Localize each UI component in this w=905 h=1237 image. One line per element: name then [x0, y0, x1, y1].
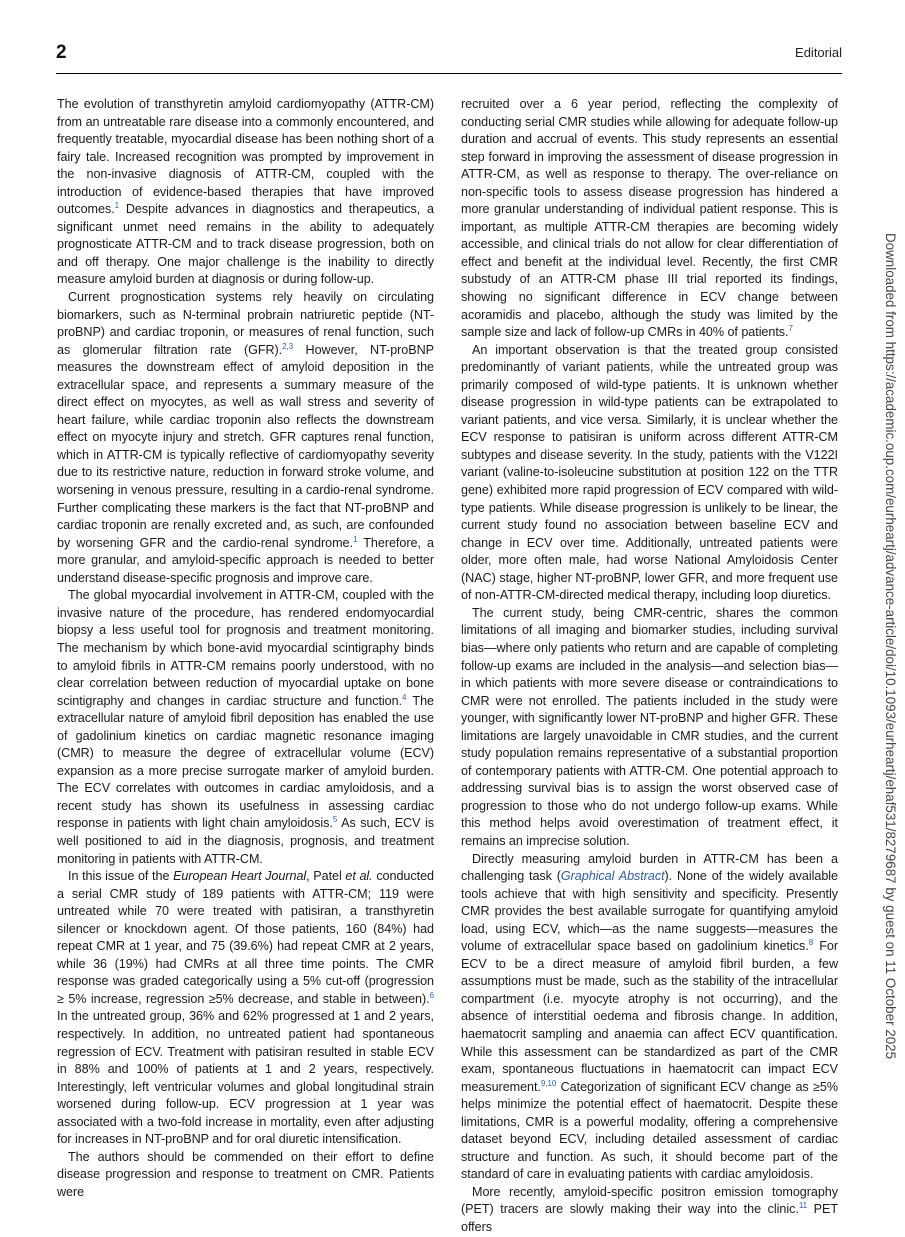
- citation[interactable]: 2,3: [282, 341, 294, 351]
- text: ). None of the widely available tools achieve that with high sensitivity and specificity. Presently CMR provides the best available surrogate for quantifying amyloid load, using ECV, which—as the name suggests—measures the volume of extracellular space based on gadolinium kinetics.: [461, 869, 838, 954]
- paragraph-limitations: [461, 605, 838, 851]
- text: In the untreated group, 36% and 62% progressed at 1 and 2 years, respectively. In addition, no untreated patient had spontaneous regression of ECV. Treatment with patisiran resulted in stable ECV in 88% and 100% of patients at 1 and 2 years, respectively. Interestingly, left ventricular volumes and global longitudinal strain worsened during follow-up. ECV progression at 1 year was associated with a two-fold increase in mortality, even after adjusting for increases in NT-proBNP and for oral diuretic intensification.: [57, 1009, 434, 1147]
- text: PET offers: [461, 1202, 838, 1234]
- citation[interactable]: 11: [798, 1201, 808, 1211]
- text: The evolution of transthyretin amyloid cardiomyopathy (ATTR-CM) from an untreatable rare disease into a commonly encountered, and frequently treatable, myocardial disease has been nothing short of a fairy tale. Increased recognition was prompted by improvement in the non-invasive diagnosis of ATTR-CM, coupled with the introduction of evidence-based therapies that have improved outcomes.: [57, 97, 434, 217]
- citation[interactable]: 8: [808, 938, 814, 948]
- text: More recently, amyloid-specific positron emission tomography (PET) tracers are slowly making their way into the clinic.: [461, 1184, 838, 1217]
- paragraph-prognostication: [57, 289, 434, 587]
- paragraph-amyloid-burden: [461, 851, 838, 1184]
- text: , Patel: [306, 869, 346, 884]
- right-column: [461, 96, 838, 1237]
- text: As such, ECV is well positioned to aid in the diagnosis, prognosis, and treatment monitoring in patients with ATTR-CM.: [57, 816, 434, 866]
- text: recruited over a 6 year period, reflecting the complexity of conducting serial CMR studies while allowing for adequate follow-up duration and accrual of events. This study represents an essential step forward in improving the assessment of disease progression in ATTR-CM, as well as response to therapy. The over-reliance on non-specific tools to assess disease progression has hindered a more granular understanding of individual patient response. This is important, as multiple ATTR-CM therapies are becoming widely accessible, and clinical trials do not allow for clear differentiation of effect and benefit at the individual level. Recently, the first CMR substudy of an ATTR-CM phase III trial reported its findings, showing no significant difference in ECV change between acoramidis and placebo, although the study was limited by the sample size and lack of follow-up CMRs in 40% of patients.: [461, 97, 838, 340]
- text: The current study, being CMR-centric, shares the common limitations of all imaging and biomarker studies, including survival bias—where only patients who return and are capable of completing follow-up exams are included in the analysis—and selection bias—in which patients with more severe disease or contraindications to CMR were not enrolled. The patients included in the study were younger, with significantly lower NT-proBNP and higher GFR. These limitations are largely unavoidable in CMR studies, and the current study population remains representative of a substantial proportion of contemporary patients with ATTR-CM. One potential approach to addressing survival bias is to assign the worst observed case of progression to those who do not undergo follow-up exams. While this method helps avoid overestimation of treatment effect, it remains an imprecise solution.: [461, 605, 838, 848]
- citation[interactable]: 4: [402, 692, 407, 702]
- paragraph-observation: [461, 342, 838, 605]
- graphical-abstract-link[interactable]: Graphical Abstract: [560, 869, 665, 884]
- citation[interactable]: 6: [429, 990, 434, 1000]
- text: The authors should be commended on their effort to define disease progression and response to treatment on CMR. Patients were: [57, 1149, 434, 1199]
- text: For ECV to be a direct measure of amyloid fibril burden, a few assumptions must be made, such as the stability of the intracellular compartment (i.e. myocyte atrophy is not occurring), and the absence of interstitial oedema and fibrosis change. In addition, haematocrit sampling and anaemia can affect ECV quantification. While this assessment can be standardized as part of the CMR exam, spontaneous fluctuations in haematocrit can impact ECV measurement.: [461, 939, 838, 1094]
- citation[interactable]: 9,10: [540, 1078, 557, 1088]
- text: Directly measuring amyloid burden in ATTR-CM has been a challenging task (: [461, 851, 838, 884]
- paragraph-commendation: [57, 1149, 434, 1202]
- paragraph-myocardial-involvement: [57, 587, 434, 868]
- text: The global myocardial involvement in ATTR-CM, coupled with the invasive nature of the procedure, has rendered endomyocardial biopsy a less useful tool for prognosis and treatment monitoring. The mechanism by which bone-avid myocardial scintigraphy binds to amyloid fibrils in ATTR-CM remains poorly understood, with no clear correlation between reduction of myocardial uptake on bone scintigraphy and changes in cardiac structure and function.: [57, 588, 434, 708]
- paragraph-study-summary: [57, 868, 434, 1149]
- text: However, NT-proBNP measures the downstream effect of amyloid deposition in the extracellular space, and represents a summary measure of the direct effect on myocytes, as well as wall stress and severity of heart failure, while cardiac troponin also reflects the downstream effect on myocyte injury and stretch. GFR captures renal function, which in ATTR-CM is typically reflective of cardiomyopathy severity due to its restrictive nature, reduction in forward stroke volume, and worsening in venous pressure, resulting in a cardio-renal syndrome. Further complicating these markers is the fact that NT-proBNP and cardiac troponin are renally excreted and, as such, are confounded by worsening GFR and the cardio-renal syndrome.: [57, 342, 434, 550]
- text: Current prognostication systems rely heavily on circulating biomarkers, such as N-terminal probrain natriuretic peptide (NT-proBNP) and cardiac troponin, or measures of renal function, such as glomerular filtration rate (GFR).: [57, 290, 434, 357]
- citation[interactable]: 5: [332, 815, 338, 825]
- paragraph-intro: [57, 96, 434, 289]
- text: Therefore, a more granular, and amyloid-specific approach is needed to better understand disease-specific prognosis and improve care.: [57, 535, 434, 585]
- left-column: [57, 96, 434, 1201]
- paragraph-continuation: [461, 96, 838, 342]
- page-number: 2: [56, 42, 67, 63]
- et-al: et al.: [345, 869, 373, 884]
- text: Despite advances in diagnostics and therapeutics, a significant unmet need remains in the ability to adequately prognosticate ATTR-CM and to track disease progression, both on and off therapy. One major challenge is the inability to directly measure amyloid burden at diagnosis or during follow-up.: [57, 202, 434, 287]
- download-notice: [882, 233, 898, 1060]
- citation[interactable]: 1: [352, 534, 358, 544]
- journal-name: European Heart Journal: [173, 869, 307, 884]
- text: Categorization of significant ECV change as ≥5% helps minimize the potential effect of haematocrit. Despite these limitations, CMR is a powerful modality, offering a comprehensive dataset beyond ECV, including detailed assessment of cardiac structure and function. As such, it should become part of the standard of care in evaluating patients with cardiac amyloidosis.: [461, 1079, 838, 1182]
- text: conducted a serial CMR study of 189 patients with ATTR-CM; 119 were untreated while 70 were treated with patisiran, a transthyretin silencer or knockdown agent. Of those patients, 160 (84%) had repeat CMR at 1 year, and 75 (39.6%) had repeat CMR at 2 years, while 36 (19%) had CMRs at all three time points. The CMR response was graded categorically using a 5% cut-off (progression ≥ 5% increase, regression ≥5% decrease, and stable in between).: [57, 869, 434, 1006]
- running-head: Editorial: [795, 45, 842, 60]
- header-rule: [56, 73, 842, 74]
- paragraph-pet: [461, 1184, 838, 1237]
- text: An important observation is that the treated group consisted predominantly of variant patients, while the untreated group was primarily composed of wild-type patients. It is unknown whether disease progression in wild-type patients can be extrapolated to variant patients, and vice versa. Similarly, it is unclear whether the ECV response to patisiran is uniform across different ATTR-CM subtypes and disease severity. In the study, patients with the V122I variant (valine-to-isoleucine substitution at position 122 on the TTR gene) exhibited more rapid progression of ECV compared with wild-type patients. While disease progression is unlikely to be linear, the current study found no association between baseline ECV and change in ECV over time. Additionally, untreated patients were older, more often male, had worse National Amyloidosis Center (NAC) stage, higher NT-proBNP, lower GFR, and more frequent use of non-ATTR-CM-directed medical therapy, including loop diuretics.: [461, 342, 838, 603]
- text: In this issue of the: [68, 869, 174, 884]
- citation[interactable]: 1: [114, 201, 120, 211]
- download-notice-text: Downloaded from https://academic.oup.com/eurheartj/advance-article/doi/10.1093/eurheartj/ehaf531/8279687 by guest on 11 October 2025: [883, 233, 898, 1060]
- citation[interactable]: 7: [788, 324, 793, 334]
- text: The extracellular nature of amyloid fibril deposition has enabled the use of gadolinium kinetics on cardiac magnetic resonance imaging (CMR) to measure the degree of extracellular volume (ECV) expansion as a more precise surrogate marker of amyloid burden. The ECV correlates with outcomes in cardiac amyloidosis, and a recent study has shown its usefulness in assessing cardiac response in patients with light chain amyloidosis.: [57, 693, 434, 831]
